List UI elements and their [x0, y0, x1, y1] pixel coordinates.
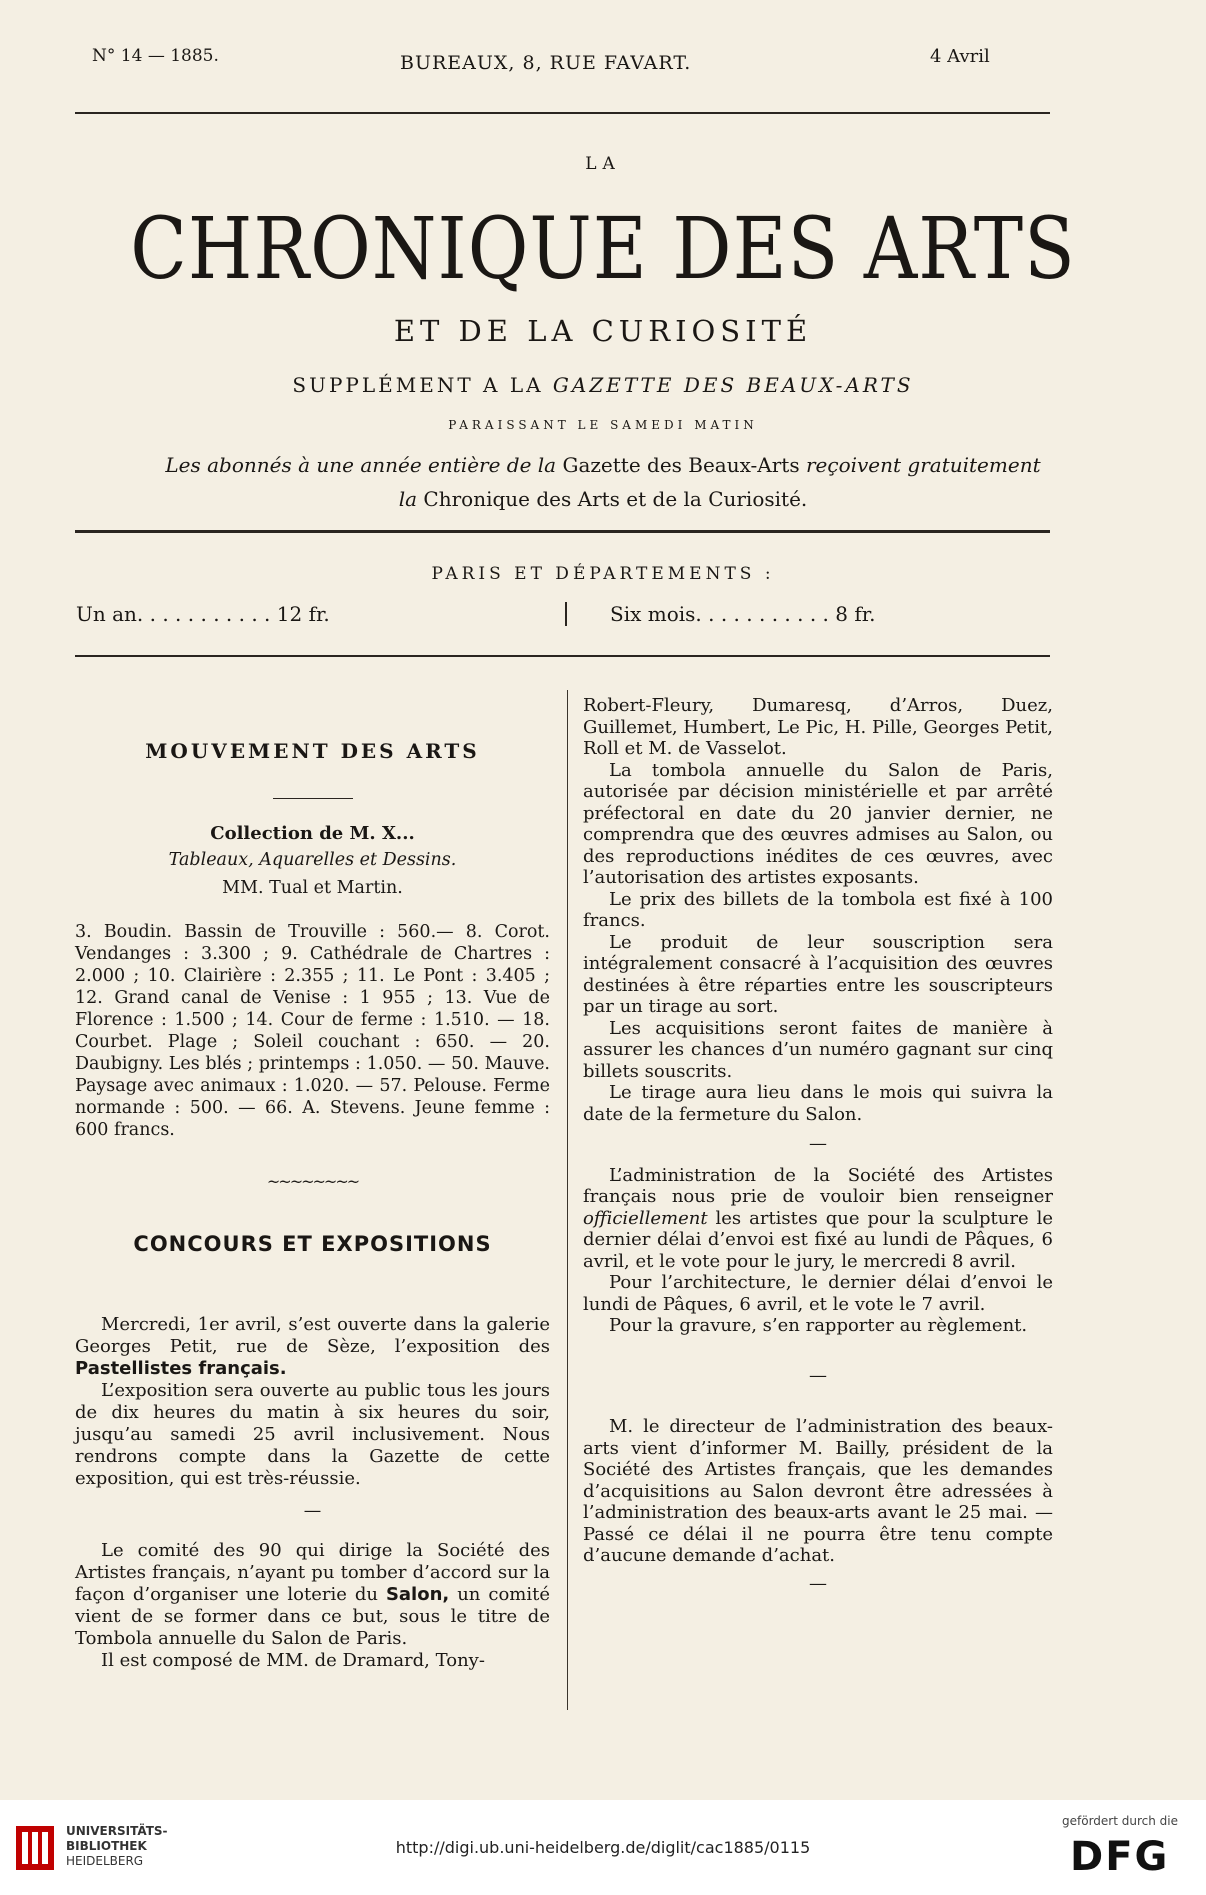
right-column [583, 695, 1053, 1594]
paragraph-members: Robert-Fleury, Dumaresq, d’Arros, Duez, Guillemet, Humbert, Le Pic, H. Pille, Georges Petit, Roll et M. de Vasselot. [583, 695, 1053, 759]
supplement-line [0, 373, 1206, 397]
dfg-logo: DFG [1070, 1834, 1170, 1880]
paragraph-exposition: L’exposition sera ouverte au public tous les jours de dix heures du matin à six heures du soir, jusqu’au samedi 25 avril inclusivement. Nous rendrons compte dans la Gazette de cette exposition, qui est très-réussie. [75, 1380, 550, 1489]
paragraph-text: Le comité des 90 qui dirige la Société des Artistes français, n’ayant pu tomber d’accord sur la façon d’organiser une loterie du [75, 1540, 550, 1605]
paragraph-administration [583, 1165, 1053, 1273]
paragraph-produit: Le produit de leur souscription sera intégralement consacré à l’acquisition des œuvres destinées à être réparties entre les souscripteurs par un tirage au sort. [583, 931, 1053, 1017]
notice-line-1 [0, 448, 1206, 482]
price-year: Un an. . . . . . . . . . . 12 fr. [76, 602, 330, 626]
issue-date: 4 Avril [930, 46, 990, 67]
paragraph-text: L’administration de la Société des Artistes français nous prie de vouloir bien renseigner [583, 1164, 1053, 1207]
pricing-rule [75, 655, 1050, 657]
university-line-2: BIBLIOTHEK [66, 1839, 147, 1853]
officiellement-word: officiellement [583, 1207, 708, 1229]
collection-subtitle: Tableaux, Aquarelles et Dessins. [168, 850, 457, 870]
paragraph-directeur: M. le directeur de l’administration des beaux-arts vient d’informer M. Bailly, président de la Société des Artistes français, que les demandes d’acquisitions au Salon devront être adressées à l’administration des beaux-arts avant le 25 mai. — Passé ce délai il ne pourra être tenu compte d’aucune demande d’achat. [583, 1416, 1053, 1566]
paragraph-gravure: Pour la gravure, s’en rapporter au règlement. [609, 1315, 1028, 1336]
source-url[interactable]: http://digi.ub.uni-heidelberg.de/diglit/cac1885/0115 [395, 1838, 811, 1857]
university-line-1: UNIVERSITÄTS- [66, 1824, 168, 1838]
footer-bar [0, 1800, 1206, 1895]
separator-dash: — [303, 1501, 322, 1521]
column-divider [567, 690, 568, 1710]
masthead-subtitle: ET DE LA CURIOSITÉ [393, 314, 813, 348]
sales-results: 3. Boudin. Bassin de Trouville : 560.— 8. Corot. Vendanges : 3.300 ; 9. Cathédrale de Chartres : 2.000 ; 10. Clairière : 2.355 ; 11. Le Pont : 3.405 ; 12. Grand canal de Venise : 1 955 ; 13. Vue de Florence : 1.500 ; 14. Cour de ferme : 1.510. — 18. Courbet. Plage ; Soleil couchant : 650. — 20. Daubigny. Les blés ; printemps : 1.050. — 50. Mauve. Paysage avec animaux : 1.020. — 57. Pelouse. Ferme normande : 500. — 66. A. Stevens. Jeune femme : 600 francs. [75, 922, 550, 1140]
notice-line-2 [0, 482, 1206, 516]
collection-title: Collection de M. X... [210, 823, 415, 844]
subscription-notice [0, 448, 1206, 516]
masthead-title: CHRONIQUE DES ARTS [130, 200, 1076, 299]
header-rule [75, 112, 1050, 114]
price-divider [565, 602, 567, 626]
supplement-title: GAZETTE DES BEAUX-ARTS [552, 373, 914, 397]
paragraph-price: Le prix des billets de la tombola est fixé à 100 francs. [583, 888, 1053, 931]
collection-experts: MM. Tual et Martin. [222, 878, 403, 898]
paragraph-text: les artistes que pour la sculpture le dernier délai d’envoi est fixé au lundi de Pâques, 6 avril, et le vote pour le jury, le mercredi 8 avril. [583, 1207, 1053, 1272]
paragraph-composition: Il est composé de MM. de Dramard, Tony- [101, 1650, 485, 1671]
funding-text: gefördert durch die [1062, 1814, 1178, 1828]
paragraph-pastellistes [75, 1314, 550, 1380]
price-six-months: Six mois. . . . . . . . . . . 8 fr. [610, 602, 876, 626]
separator-dash: — [809, 1572, 827, 1594]
paragraph-acquisitions: Les acquisitions seront faites de manière à assurer les chances d’un numéro gagnant sur cinq billets souscrits. [583, 1017, 1053, 1082]
frequency-line: PARAISSANT LE SAMEDI MATIN [448, 418, 758, 432]
ornament-divider: ~~~~~~~~ [266, 1172, 359, 1191]
paragraph-comite [75, 1540, 550, 1650]
notice-text-c: reçoivent gratuitement [805, 453, 1041, 477]
masthead-rule [75, 530, 1050, 533]
pricing-heading: PARIS ET DÉPARTEMENTS : [431, 564, 775, 584]
bureau-address: BUREAUX, 8, RUE FAVART. [400, 52, 692, 74]
short-rule [273, 798, 353, 799]
notice-text-b: Gazette des Beaux-Arts [562, 453, 800, 477]
pastellistes-name: Pastellistes français. [75, 1358, 287, 1379]
separator-dash: — [809, 1364, 827, 1386]
notice-text-d: la [398, 487, 418, 511]
notice-text-a: Les abonnés à une année entière de la [165, 453, 557, 477]
notice-text-e: Chronique des Arts et de la Curiosité. [423, 487, 808, 511]
university-line-3: HEIDELBERG [66, 1854, 144, 1868]
masthead-la: LA [585, 154, 621, 174]
separator-dash: — [809, 1133, 827, 1154]
paragraph-tombola: La tombola annuelle du Salon de Paris, autorisée par décision ministérielle et par arrêté préfectoral en date du 20 janvier dernier, ne comprendra que des œuvres admises au Salon, ou des reproductions inédites de ces œuvres, avec l’autorisation des artistes exposants. [583, 759, 1053, 888]
paragraph-architecture: Pour l’architecture, le dernier délai d’envoi le lundi de Pâques, 6 avril, et le vote le 7 avril. [583, 1272, 1053, 1315]
paragraph-text: Mercredi, 1er avril, s’est ouverte dans la galerie Georges Petit, rue de Sèze, l’exposition des [75, 1314, 550, 1357]
salon-word: Salon, [385, 1584, 450, 1605]
short-rule [312, 1293, 313, 1294]
section-heading-mouvement: MOUVEMENT DES ARTS [145, 739, 480, 763]
supplement-prefix: SUPPLÉMENT A LA [292, 373, 544, 397]
paragraph-text: un comité vient de se former dans ce but, sous le titre de Tombola annuelle du Salon de Paris. [75, 1584, 550, 1649]
left-column [75, 740, 550, 1672]
section-heading-concours: CONCOURS ET EXPOSITIONS [133, 1232, 492, 1256]
issue-number: N° 14 — 1885. [92, 46, 219, 66]
paragraph-tirage: Le tirage aura lieu dans le mois qui suivra la date de la fermeture du Salon. [583, 1082, 1053, 1125]
